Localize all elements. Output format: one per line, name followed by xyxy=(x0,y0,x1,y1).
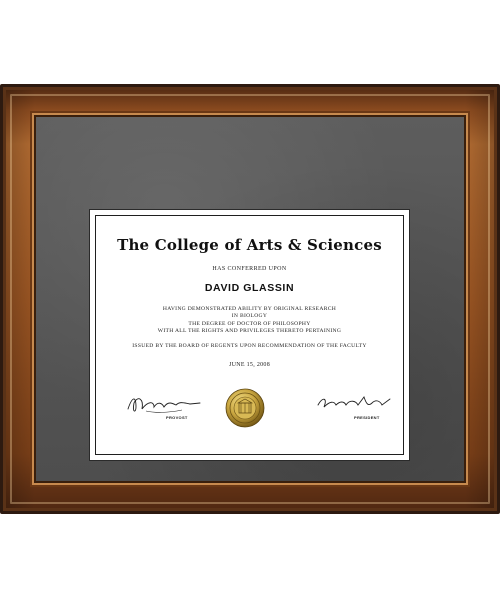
frame-inner-bevel xyxy=(36,117,464,481)
wood-frame xyxy=(0,84,500,514)
degree-line: THE DEGREE OF DOCTOR OF PHILOSOPHY xyxy=(188,321,311,327)
achievement-line: HAVING DEMONSTRATED ABILITY BY ORIGINAL RESEARCH xyxy=(162,306,337,312)
rights-line: WITH ALL THE RIGHTS AND PRIVILEGES THERETO PERTAINING xyxy=(157,328,342,334)
issue-date: JUNE 15, 2008 xyxy=(228,362,271,368)
recipient-name: DAVID GLASSIN xyxy=(204,282,295,294)
conferred-text: HAS CONFERRED UPON xyxy=(212,266,287,272)
institution-title: The College of Arts & Sciences xyxy=(117,236,382,254)
president-title: PRESIDENT xyxy=(354,415,380,420)
provost-title: PROVOST xyxy=(166,415,188,420)
issued-line: ISSUED BY THE BOARD OF REGENTS UPON RECOMMENDATION OF THE FACULTY xyxy=(132,343,367,349)
field-line: IN BIOLOGY xyxy=(231,313,268,319)
